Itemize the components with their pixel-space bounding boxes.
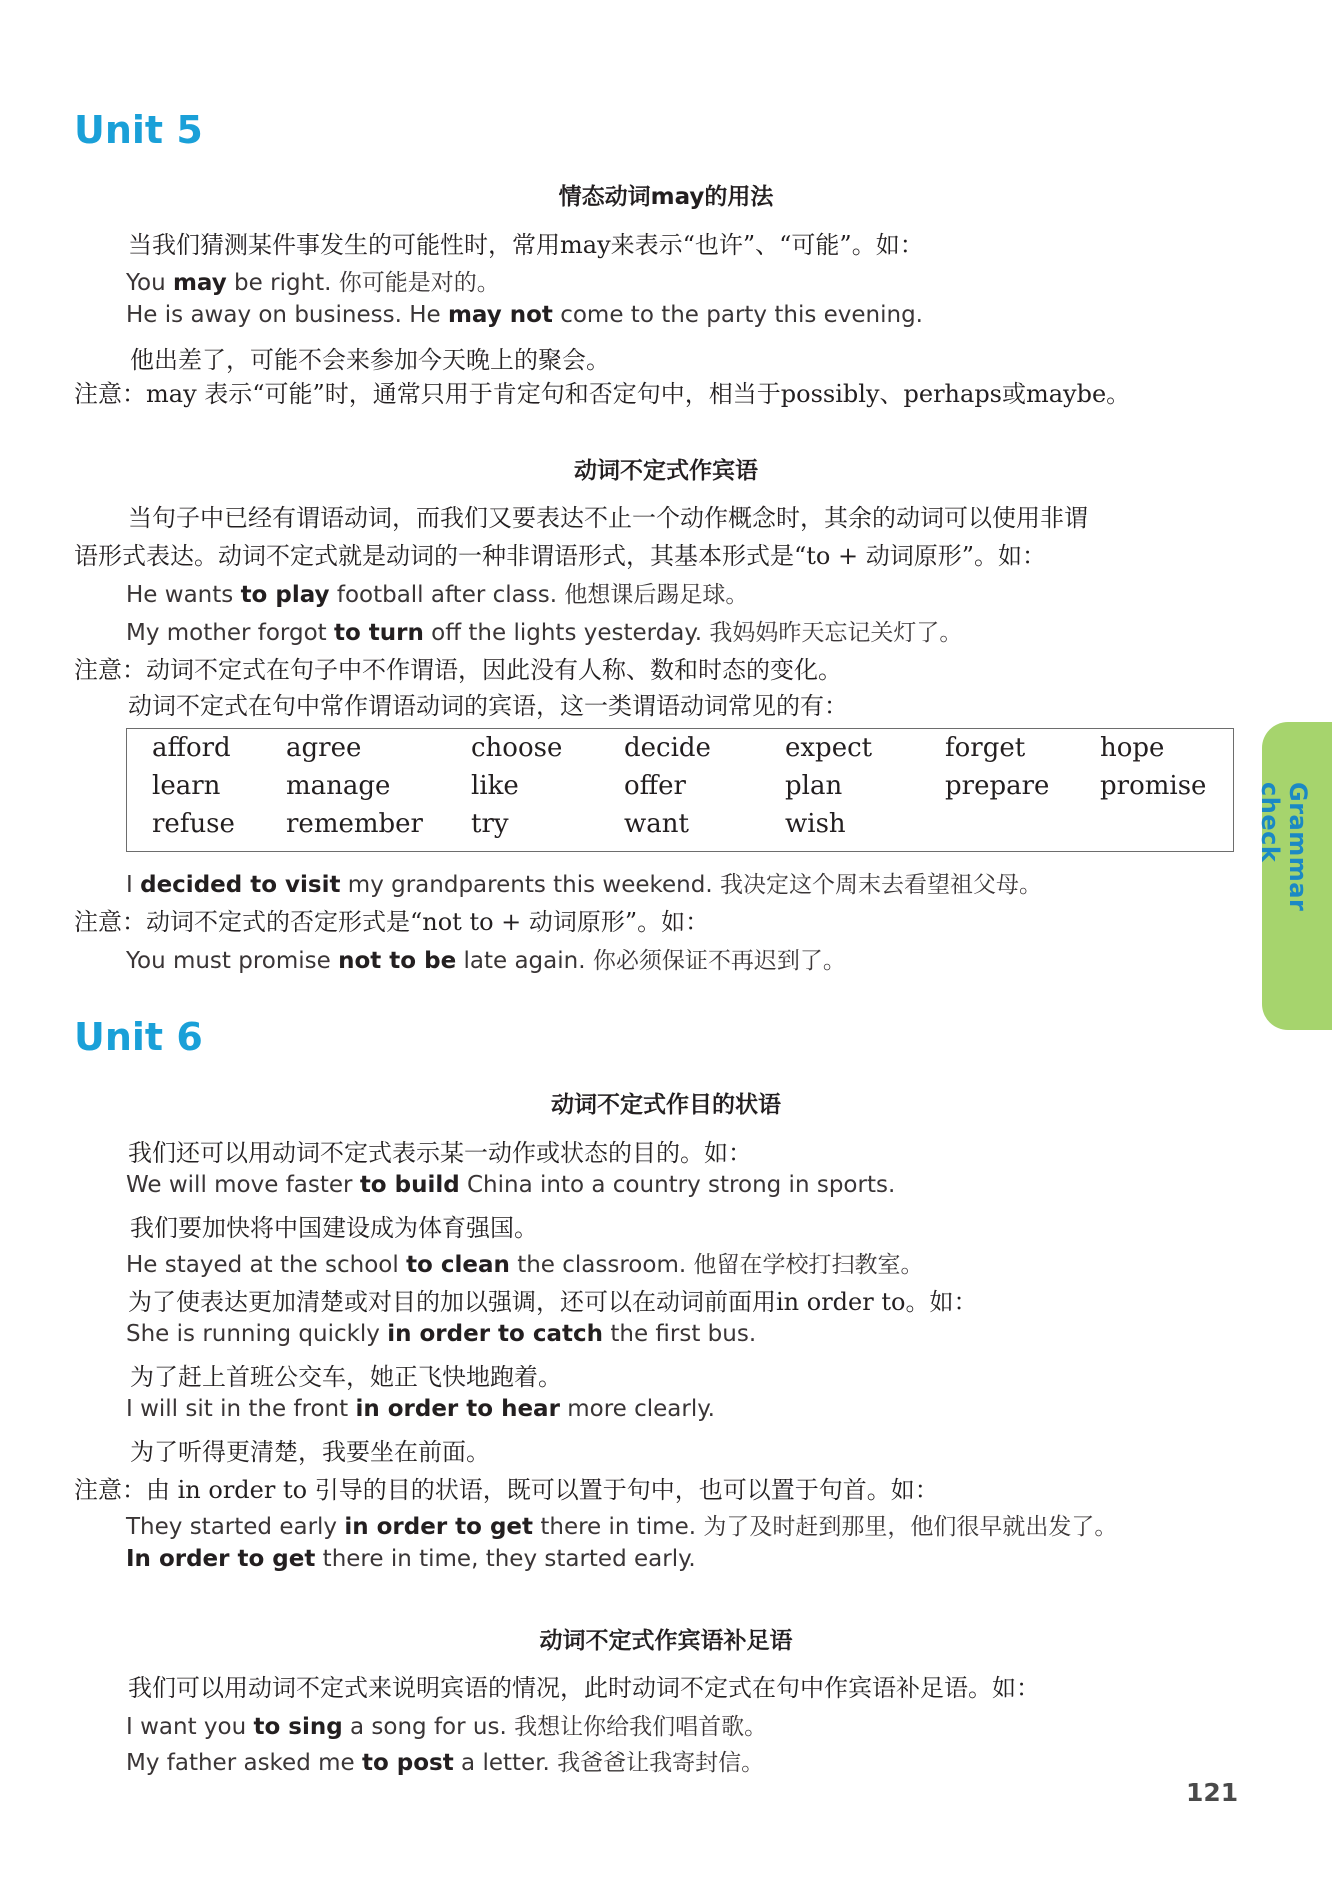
note-line: 注意：由 in order to 引导的目的状语，既可以置于句中，也可以置于句首。如： (74, 1476, 939, 1504)
verb-word: try (471, 809, 509, 839)
section-heading: 情态动词may的用法 (558, 184, 774, 210)
verb-word: decide (624, 733, 711, 763)
verb-word: plan (785, 771, 843, 801)
key-phrase: to play (240, 582, 330, 608)
example-translation: 他出差了，可能不会来参加今天晚上的聚会。 (130, 346, 610, 374)
example-sentence: My father asked me to post a letter. 我爸爸让我寄封信。 (126, 1750, 765, 1776)
key-phrase: to build (359, 1172, 460, 1198)
section-heading: 动词不定式作目的状语 (551, 1092, 781, 1118)
verb-word: forget (945, 733, 1026, 763)
paragraph-line: 为了使表达更加清楚或对目的加以强调，还可以在动词前面用in order to。如： (128, 1288, 978, 1316)
verb-word: wish (785, 809, 846, 839)
example-sentence: She is running quickly in order to catch the first bus. (126, 1321, 757, 1347)
page-number: 121 (1186, 1778, 1239, 1807)
section-heading: 动词不定式作宾语 (574, 458, 758, 484)
key-phrase: in order to hear (355, 1396, 560, 1422)
key-phrase: decided to visit (140, 872, 341, 898)
section-heading: 动词不定式作宾语补足语 (539, 1628, 793, 1654)
key-phrase: to sing (253, 1714, 343, 1740)
paragraph-line: 我们还可以用动词不定式表示某一动作或状态的目的。如： (128, 1139, 752, 1167)
key-phrase: in order to get (344, 1514, 534, 1540)
key-phrase: may not (447, 302, 553, 328)
note-line: 注意：动词不定式的否定形式是“not to + 动词原形”。如： (74, 908, 710, 936)
verb-word: remember (286, 809, 423, 839)
example-sentence: In order to get there in time, they started early. (126, 1546, 696, 1572)
example-sentence: I will sit in the front in order to hear more clearly. (126, 1396, 715, 1422)
example-sentence: We will move faster to build China into a country strong in sports. (126, 1172, 896, 1198)
verb-word: like (471, 771, 519, 801)
example-sentence: I want you to sing a song for us. 我想让你给我们唱首歌。 (126, 1714, 768, 1740)
paragraph-line: 当我们猜测某件事发生的可能性时，常用may来表示“也许”、“可能”。如： (128, 231, 924, 259)
paragraph-line: 我们可以用动词不定式来说明宾语的情况，此时动词不定式在句中作宾语补足语。如： (128, 1674, 1040, 1702)
verb-word: choose (471, 733, 563, 763)
verb-word: learn (152, 771, 221, 801)
example-sentence: I decided to visit my grandparents this weekend. 我决定这个周末去看望祖父母。 (126, 872, 1042, 898)
example-sentence: You must promise not to be late again. 你必须保证不再迟到了。 (126, 948, 846, 974)
example-translation: 我们要加快将中国建设成为体育强国。 (130, 1214, 538, 1242)
example-sentence: He is away on business. He may not come to the party this evening. (126, 302, 923, 328)
side-tab-label: Grammar check (1256, 782, 1312, 912)
verb-word: manage (286, 771, 391, 801)
paragraph-line: 当句子中已经有谓语动词，而我们又要表达不止一个动作概念时，其余的动词可以使用非谓 (128, 504, 1088, 532)
key-phrase: In order to get (126, 1546, 316, 1572)
key-phrase: may (172, 270, 227, 296)
key-phrase: to clean (406, 1252, 510, 1278)
verb-word: agree (286, 733, 362, 763)
key-phrase: in order to catch (387, 1321, 604, 1347)
example-sentence: You may be right. 你可能是对的。 (126, 270, 500, 296)
unit-title: Unit 5 (74, 108, 203, 152)
paragraph-line: 语形式表达。动词不定式就是动词的一种非谓语形式，其基本形式是“to + 动词原形”。如： (74, 542, 1046, 570)
example-sentence: They started early in order to get there in time. 为了及时赶到那里，他们很早就出发了。 (126, 1514, 1118, 1540)
verb-word: want (624, 809, 689, 839)
verb-word: hope (1100, 733, 1165, 763)
verb-list-box (126, 728, 1234, 852)
verb-word: prepare (945, 771, 1050, 801)
example-translation: 为了听得更清楚，我要坐在前面。 (130, 1438, 490, 1466)
example-sentence: My mother forgot to turn off the lights yesterday. 我妈妈昨天忘记关灯了。 (126, 620, 963, 646)
verb-word: promise (1100, 771, 1207, 801)
example-sentence: He wants to play football after class. 他想课后踢足球。 (126, 582, 749, 608)
verb-word: afford (152, 733, 231, 763)
note-line: 注意：动词不定式在句子中不作谓语，因此没有人称、数和时态的变化。 (74, 656, 842, 684)
verb-word: refuse (152, 809, 235, 839)
verb-word: expect (785, 733, 873, 763)
key-phrase: to post (361, 1750, 454, 1776)
note-line: 注意：may 表示“可能”时，通常只用于肯定句和否定句中，相当于possibly、perhaps或maybe。 (74, 380, 1131, 408)
example-translation: 为了赶上首班公交车，她正飞快地跑着。 (130, 1363, 562, 1391)
unit-title: Unit 6 (74, 1015, 203, 1059)
key-phrase: not to be (338, 948, 457, 974)
example-sentence: He stayed at the school to clean the classroom. 他留在学校打扫教室。 (126, 1252, 924, 1278)
paragraph-line: 动词不定式在句中常作谓语动词的宾语，这一类谓语动词常见的有： (128, 692, 848, 720)
verb-word: offer (624, 771, 686, 801)
key-phrase: to turn (333, 620, 424, 646)
